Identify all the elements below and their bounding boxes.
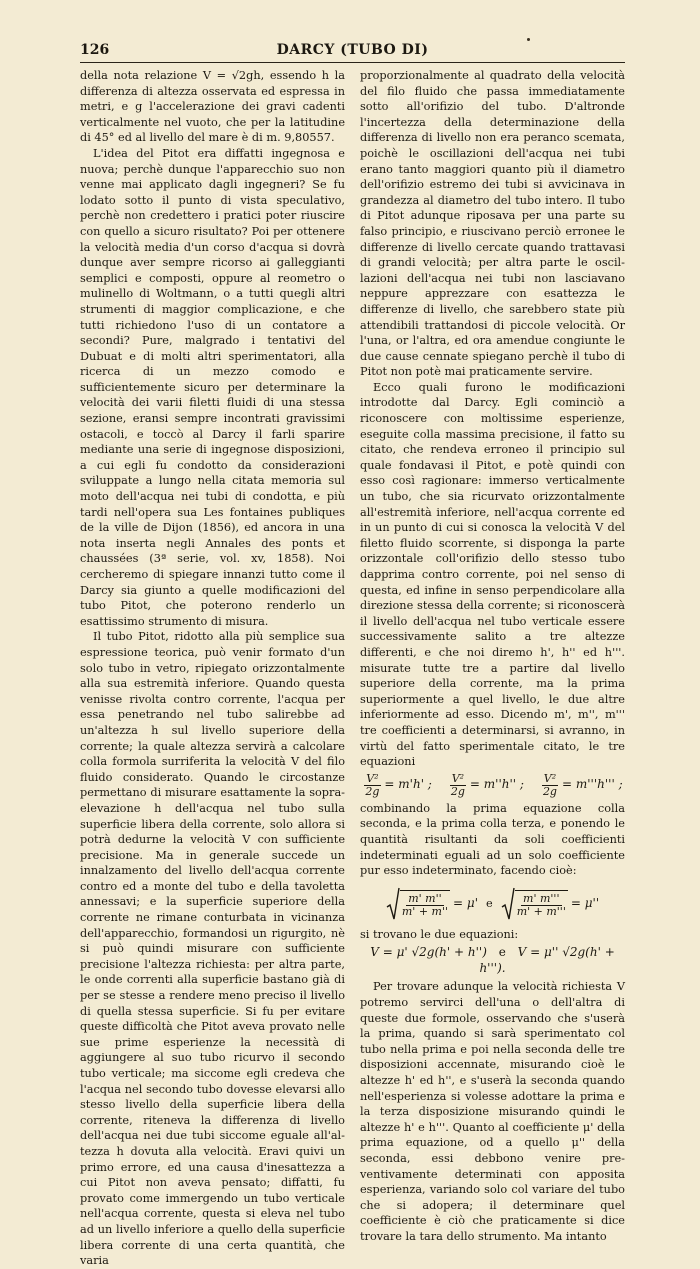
fraction-numerator: m' m'' (408, 891, 442, 905)
header-rule (80, 62, 625, 63)
equation-a: V = μ' √2g(h' + h'') (370, 945, 487, 960)
equation-rhs: = m''h'' ; (469, 777, 524, 792)
paragraph: L'idea del Pitot era diffatti ingegnosa e nuova; perchè dunque l'apparecchio suo non venne mai applicato dagli ingegneri? Se fu lodato sotto il punto di vista speculativo, perchè non credettero i pratici poter riuscire con quello a sicuro risultato? Poi per ottenere la velocità media d'un corso d'acqua si dovrà dunque aver sempre ricorso ai galleggianti semplici e composti, oppure al reometro o mulinello di Woltmann, o a tutti quegli altri strumenti di maggior complicazione, e che tutti richiedono l'uso di un contatore a secondi? Pure, malgrado i tentativi del Dubuat e di molti altri sperimentatori, alla ricerca di un mezzo comodo e sufficientemente sicuro per determinare la velocità dei varii filetti fluidi di una stessa sezione, eransi sempre incontrati gravissimi ostacoli, e toccò al Darcy il farli sparire mediante una serie di ingegnose disposizioni, a cui egli fu condotto da considerazioni sviluppate a lungo nella citata memoria sul moto dell'acqua nei tubi di condotta, e più tardi nell'opera sua Les fontaines publiques de la ville de Dijon (1856), ed ancora in una nota inserta negli Annales des ponts et chaussées (3ª serie, vol. xv, 1858). Noi cercheremo di spiegare innanzi tutto come il Darcy sia giunto a quelle modificazioni del tubo Pitot, che poterono renderlo un esattissimo strumento di misura. (80, 146, 345, 628)
paragraph: Ecco quali furono le modificazioni introdotte dal Darcy. Egli cominciò a riconoscere con moltissime esperienze, eseguite colla massima precisione, il fatto su citato, che rendeva erroneo il principio sul quale fondavasi il Pitot, e potè quindi con esso così ragionare: immerso verticalmente un tubo, che sia ricurvato orizzontalmente all'estremità inferiore, nell'acqua corrente ed in un punto di cui si conosca la velocità V del filetto fluido scorrente, si disponga la parte orizzontale coll'orifizio dello stesso tubo dapprima contro corrente, poi nel senso di questa, ed infine in senso perpendicolare alla direzione stessa della corrente; si riconoscerà il livello dell'acqua nel tubo verticale essere successivamente salito a tre altezze differenti, e che noi diremo h', h'' ed h'''. misurate tutte tre a partire dal livello superiore della corrente, ma la prima superiormente a quel livello, le due altre inferiormente ad esso. Dicendo m', m'', m''' tre coefficienti a determinarsi, si avranno, in virtù del fatto sperimentale citato, le tre equazioni (360, 380, 625, 769)
fraction-denominator: 2g (542, 784, 557, 798)
radical-sign-icon (386, 887, 400, 921)
fraction-denominator: m' + m'' (401, 904, 449, 918)
radical-sign-icon (501, 887, 515, 921)
fraction-numerator: V² (366, 771, 379, 785)
fraction (541, 773, 559, 798)
fraction (363, 773, 381, 798)
equation-rhs: = μ'' (570, 895, 600, 910)
velocity-equations (360, 945, 625, 976)
paragraph: Per trovare adunque la velocità richiesta V potremo servirci dell'una o dell'altra di queste due formole, osservando che s'userà la prima, quando si sarà sperimentato col tubo nella prima e poi nella seconda delle tre disposizioni accennate, misurando cioè le altezze h' ed h'', e s'userà la seconda quando nell'esperienza si volesse adottare la prima e la terza disposizione misurando quindi le altezze h' e h'''. Quanto al coefficiente μ' della prima equazione, od a quello μ'' della seconda, essi debbono venire preventivamente determinati con apposita esperienza, variando solo col variare del tubo che si adopera; il determinare quel coefficiente è ciò che praticamente si dice trovare la tara dello strumento. Ma intanto (360, 980, 625, 1243)
conjunction: e (486, 896, 493, 910)
equation-rhs: = m'''h''' ; (561, 777, 623, 792)
radical-expression (501, 887, 599, 921)
fraction (400, 890, 450, 918)
fraction-numerator: m' m''' (523, 891, 560, 905)
right-column (360, 68, 625, 1245)
fraction-numerator: V² (451, 771, 465, 785)
fraction-numerator: V² (543, 771, 557, 785)
paragraph: Il tubo Pitot, ridotto alla più semplice sua espressione teorica, può venir formato d'un solo tubo in vetro, ripiegato orizzontalmente alla sua estremità inferiore. Quando questa venisse rivolta contro corrente, l'acqua per essa penetrando nel tubo salirebbe ad un'altezza h sul livello superiore della corrente; la quale altezza servirà a calcolare colla formola surriferita la velocità V del filo fluido considerato. Quando le circostanze permettano di misurare esattamente la sopra-elevazione h dell'acqua nel tubo sulla superficie libera della corrente, solo allora si potrà dedurne la velocità V con sufficiente precisione. Ma in generale succede un innalzamento del livello dell'acqua corrente contro ed a monte del tubo e della tavoletta annessavi; e la superficie superiore della corrente ne rimane conturbata in vicinanza dell'apparecchio, formandosi un rigurgito, nè si può quindi misurare con sufficiente precisione l'altezza richiesta: per altra parte, le onde correnti alla superficie bastano già di per se stesse a rendere meno preciso il livello di quella stessa superficie. Si fu per evitare queste difficoltà che Pitot aveva provato nelle sue prime esperienze la necessità di aggiungere al suo tubo ricurvo il secondo tubo verticale; ma siccome egli credeva che l'acqua nel secondo tubo dovesse elevarsi allo stesso livello della superficie libera della corrente, riteneva la differenza di livello dell'acqua nei due tubi siccome eguale all'altezza h dovuta alla velocità. Eravi quivi un primo errore, ed una causa d'inesattezza a cui Pitot non aveva pensato; diffatti, fu provato come immergendo un tubo verticale nell'acqua corrente, questa si eleva nel tubo ad un livello inferiore a quello della superficie libera corrente di una certa quantità, che varia (80, 630, 345, 1268)
equation-rhs: = m'h' ; (384, 777, 432, 792)
radical-equations (360, 887, 625, 921)
page-number: 126 (80, 42, 110, 58)
running-header (80, 42, 625, 62)
paragraph: della nota relazione V = √2gh, essendo h la differenza di altezza osservata ed espressa in metri, e g l'accelerazione dei gravi cadenti verticalmente nel vuoto, che per la latitudine di 45° ed al livello del mare è di m. 9,80557. (80, 69, 345, 145)
running-title: DARCY (TUBO DI) (276, 42, 429, 58)
fraction (449, 773, 467, 798)
fraction-denominator: m' + m''' (516, 904, 566, 918)
equation-b: V = μ'' √2g(h' + h'''). (479, 945, 615, 975)
paragraph: combinando la prima equazione colla seconda, e la prima colla terza, e ponendo le quantità risultanti da soli coefficienti indeterminati eguali ad un solo coefficiente pur esso indeterminato, facendo cioè: (360, 801, 625, 878)
fraction (515, 890, 568, 918)
radical-expression (386, 887, 478, 921)
equation-row (360, 773, 625, 798)
paragraph: proporzionalmente al quadrato della velocità del filo fluido che passa immediatamente sotto all'orifizio del tubo. D'altronde l'incertezza della determinazione della differenza di livello non era peranco scemata, poichè le oscillazioni dell'acqua nei tubi erano tanto maggiori quanto più il diametro dell'orifizio estremo dei tubi si avvicinava in grandezza al diametro del tubo intero. Il tubo di Pitot adunque riposava per una parte su falso principio, e riuscivano perciò erronee le differenze di livello cercate quando trattavasi di grandi velocità; per altra parte le oscillazioni dell'acqua nei tubi non lasciavano neppure apprezzare con esattezza le differenze di livello, che sarebbero state più attendibili trattandosi di piccole velocità. Or l'una, or l'altra, ed ora amendue congiunte le due cause cennate spiegano perchè il tubo di Pitot non potè mai praticamente servire. (360, 69, 625, 379)
equation-rhs: = μ' (453, 895, 478, 910)
left-column (80, 68, 345, 1269)
conjunction: e (498, 945, 506, 960)
fraction-denominator: 2g (450, 784, 465, 798)
fraction-denominator: 2g (365, 784, 380, 798)
paragraph: si trovano le due equazioni: (360, 927, 519, 941)
ink-speck (527, 38, 530, 41)
